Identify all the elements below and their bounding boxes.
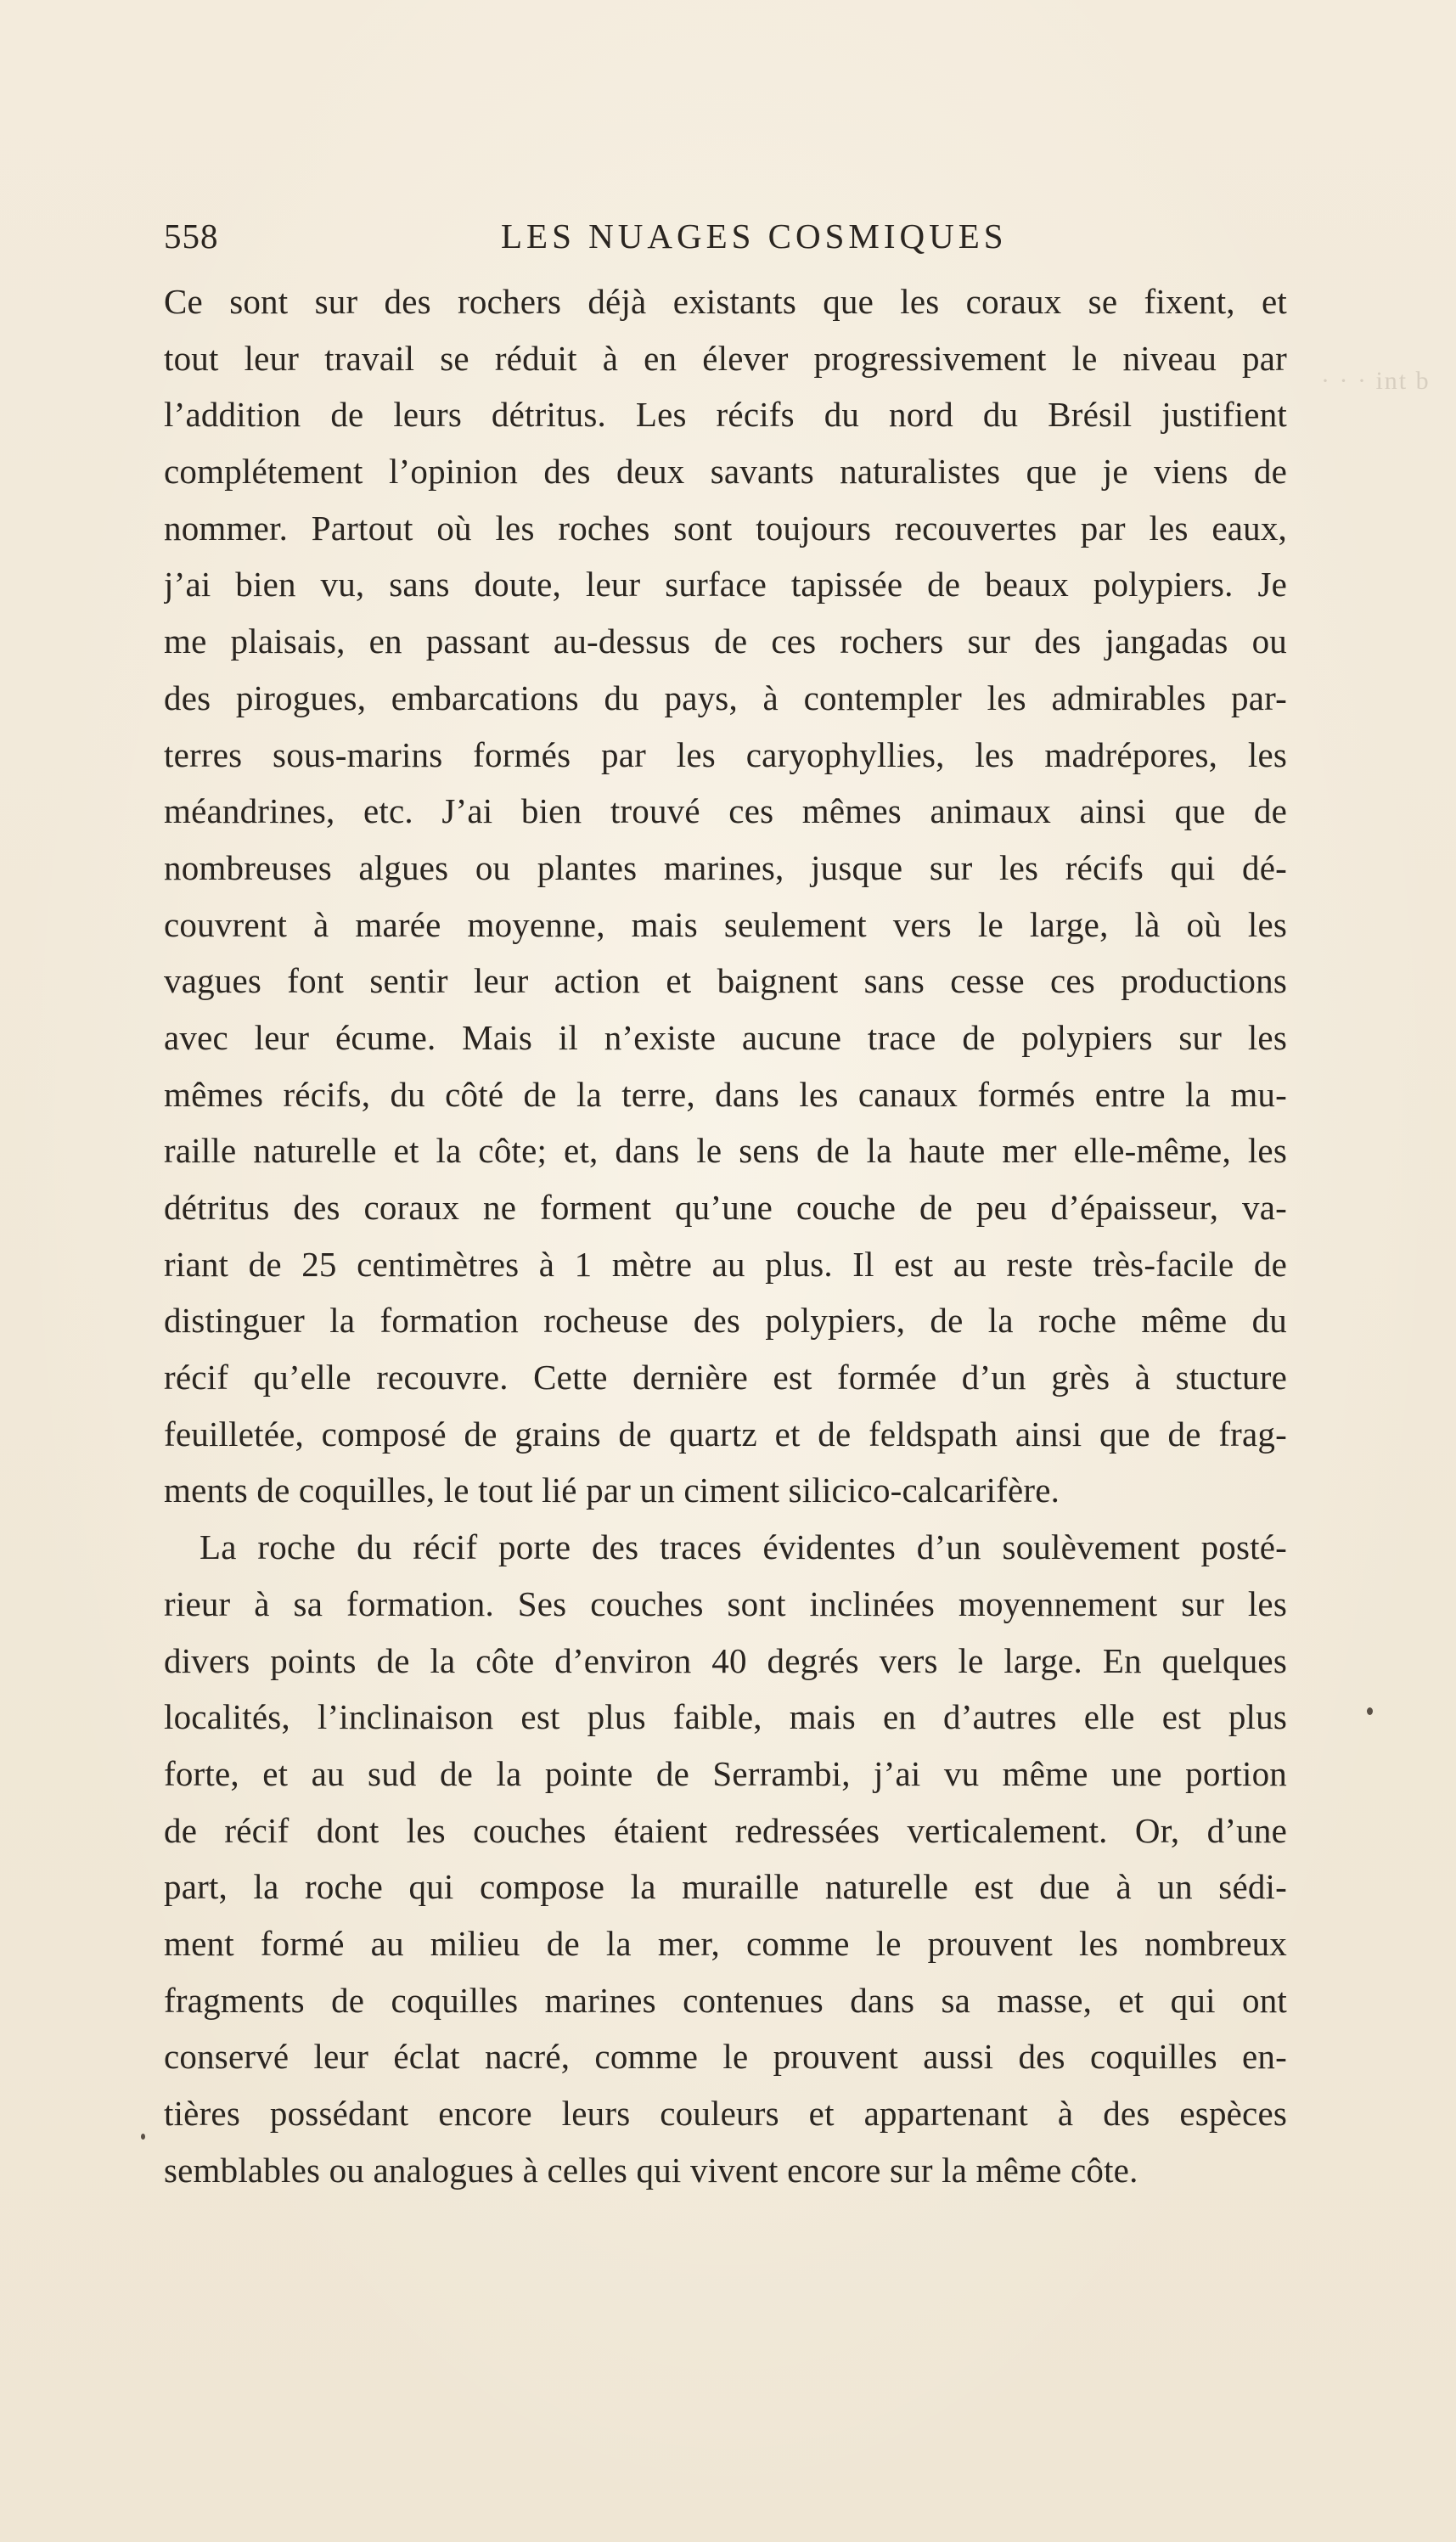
text-line: méandrines, etc. J’ai bien trouvé ces mêmes animaux ainsi que de [164, 791, 1287, 831]
text-line: des pirogues, embarcations du pays, à contempler les admirables par- [164, 678, 1287, 717]
page-number: 558 [164, 217, 219, 256]
text-line: vagues font sentir leur action et baignent sans cesse ces productions [164, 961, 1287, 1001]
body-text [164, 273, 1287, 2198]
text-line: tout leur travail se réduit à en élever progressivement le niveau par [164, 338, 1287, 378]
page-header [0, 211, 1456, 262]
text-line: de récif dont les couches étaient redressées verticalement. Or, d’une [164, 1810, 1287, 1850]
text-line: feuilletée, composé de grains de quartz et de feldspath ainsi que de frag- [164, 1414, 1287, 1454]
text-line: forte, et au sud de la pointe de Serrambi, j’ai vu même une portion [164, 1753, 1287, 1793]
text-line: couvrent à marée moyenne, mais seulement vers le large, là où les [164, 904, 1287, 944]
text-line: riant de 25 centimètres à 1 mètre au plus. Il est au reste très-facile de [164, 1244, 1287, 1284]
text-line: La roche du récif porte des traces évidentes d’un soulèvement posté- [200, 1527, 1287, 1567]
bleed-through-text: · · · int b [1321, 367, 1431, 395]
text-line: part, la roche qui compose la muraille naturelle est due à un sédi- [164, 1867, 1287, 1907]
text-line: nommer. Partout où les roches sont toujours recouvertes par les eaux, [164, 508, 1287, 548]
text-line: nombreuses algues ou plantes marines, jusque sur les récifs qui dé- [164, 847, 1287, 887]
text-line: semblables ou analogues à celles qui vivent encore sur la même côte. [164, 2150, 1138, 2190]
text-line: complétement l’opinion des deux savants naturalistes que je viens de [164, 452, 1287, 492]
text-line: conservé leur éclat nacré, comme le prouvent aussi des coquilles en- [164, 2037, 1287, 2077]
text-line: ments de coquilles, le tout lié par un ciment silicico-calcarifère. [164, 1471, 1060, 1510]
text-line: avec leur écume. Mais il n’existe aucune trace de polypiers sur les [164, 1017, 1287, 1057]
text-line: j’ai bien vu, sans doute, leur surface tapissée de beaux polypiers. Je [164, 565, 1287, 605]
text-line: distinguer la formation rocheuse des polypiers, de la roche même du [164, 1301, 1287, 1341]
text-line: me plaisais, en passant au-dessus de ces rochers sur des jangadas ou [164, 621, 1287, 661]
text-line: l’addition de leurs détritus. Les récifs du nord du Brésil justifient [164, 395, 1287, 435]
text-line: récif qu’elle recouvre. Cette dernière est formée d’un grès à stucture [164, 1358, 1287, 1398]
text-line: raille naturelle et la côte; et, dans le sens de la haute mer elle-même, les [164, 1131, 1287, 1171]
text-line: fragments de coquilles marines contenues dans sa masse, et qui ont [164, 1980, 1287, 2020]
text-line: mêmes récifs, du côté de la terre, dans les canaux formés entre la mu- [164, 1074, 1287, 1114]
text-line: terres sous-marins formés par les caryophyllies, les madrépores, les [164, 734, 1287, 774]
ink-speck [141, 2134, 145, 2140]
text-line: divers points de la côte d’environ 40 degrés vers le large. En quelques [164, 1640, 1287, 1680]
text-line: ment formé au milieu de la mer, comme le prouvent les nombreux [164, 1923, 1287, 1963]
text-line: localités, l’inclinaison est plus faible, mais en d’autres elle est plus [164, 1697, 1287, 1737]
text-line: détritus des coraux ne forment qu’une couche de peu d’épaisseur, va- [164, 1188, 1287, 1227]
text-line: rieur à sa formation. Ses couches sont inclinées moyennement sur les [164, 1583, 1287, 1623]
ink-speck [1367, 1707, 1373, 1715]
running-head: LES NUAGES COSMIQUES [501, 217, 1008, 256]
text-line: Ce sont sur des rochers déjà existants que les coraux se fixent, et [164, 282, 1287, 321]
text-line: tières possédant encore leurs couleurs et appartenant à des espèces [164, 2094, 1287, 2133]
